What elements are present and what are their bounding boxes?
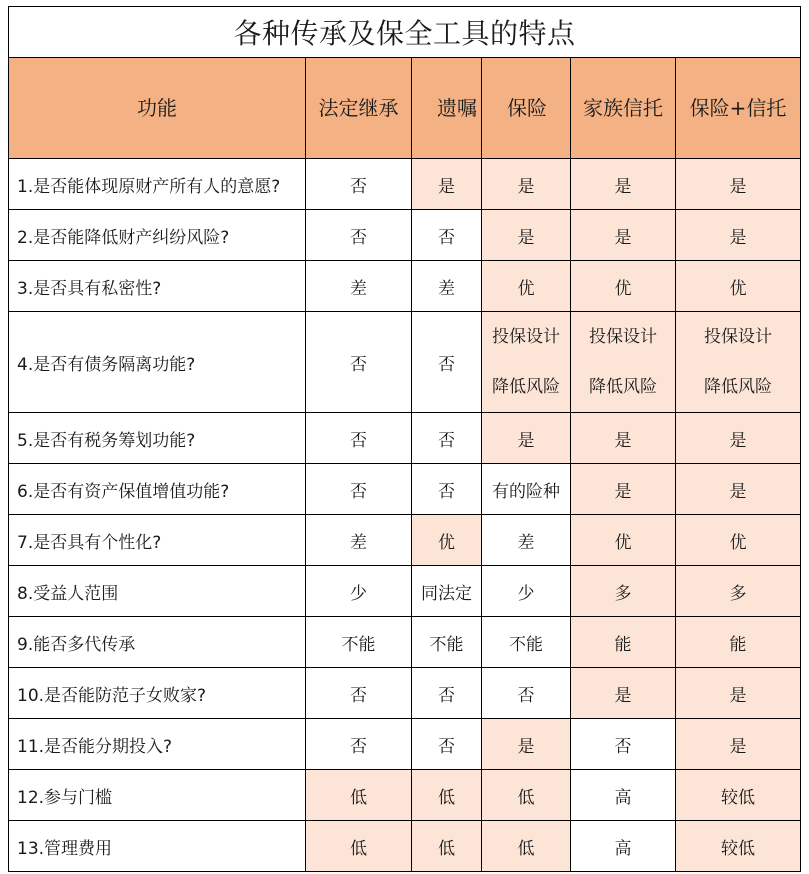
table-cell: 低	[412, 770, 482, 821]
comparison-table	[8, 6, 801, 872]
table-cell: 不能	[482, 617, 571, 668]
table-cell: 是	[412, 159, 482, 210]
cell-line-2: 降低风险	[589, 377, 657, 397]
table-cell: 是	[571, 464, 676, 515]
cell-line-1: 投保设计	[704, 327, 773, 347]
cell-line-2: 降低风险	[704, 377, 773, 397]
table-cell: 优	[571, 515, 676, 566]
table-cell: 是	[482, 719, 571, 770]
row-label: 10.是否能防范子女败家?	[9, 668, 306, 719]
table-cell: 是	[676, 719, 801, 770]
cell-line-1: 投保设计	[589, 327, 657, 347]
table-cell: 差	[412, 261, 482, 312]
header-row	[9, 58, 801, 159]
table-cell: 是	[676, 413, 801, 464]
row-label: 1.是否能体现原财产所有人的意愿?	[9, 159, 306, 210]
table-cell: 差	[482, 515, 571, 566]
table-cell: 是	[676, 159, 801, 210]
table-cell: 是	[676, 668, 801, 719]
table-title: 各种传承及保全工具的特点	[9, 7, 801, 58]
table-cell: 是	[482, 210, 571, 261]
table-cell: 是	[482, 413, 571, 464]
table-cell: 否	[412, 210, 482, 261]
comparison-table-container	[8, 6, 800, 872]
table-cell: 是	[571, 210, 676, 261]
table-cell: 否	[306, 159, 412, 210]
table-cell: 是	[676, 210, 801, 261]
table-cell: 同法定	[412, 566, 482, 617]
row-label: 13.管理费用	[9, 821, 306, 872]
table-cell: 少	[306, 566, 412, 617]
column-header-2	[412, 58, 482, 159]
table-cell: 不能	[412, 617, 482, 668]
column-header-label: 保险	[507, 96, 547, 120]
table-cell: 差	[306, 515, 412, 566]
title-row	[9, 7, 801, 58]
table-cell: 不能	[306, 617, 412, 668]
table-row	[9, 413, 801, 464]
column-header-label: 法定继承	[318, 96, 399, 120]
table-cell: 否	[306, 312, 412, 413]
column-header-label: 遗嘱	[437, 96, 477, 120]
table-cell: 否	[306, 668, 412, 719]
column-header-label: 功能	[137, 96, 177, 120]
row-label: 11.是否能分期投入?	[9, 719, 306, 770]
cell-line-1: 投保设计	[492, 327, 560, 347]
row-label: 7.是否具有个性化?	[9, 515, 306, 566]
row-label: 8.受益人范围	[9, 566, 306, 617]
table-cell	[571, 312, 676, 413]
column-header-3	[482, 58, 571, 159]
table-cell: 否	[412, 668, 482, 719]
table-cell: 低	[412, 821, 482, 872]
table-cell: 是	[571, 159, 676, 210]
column-header-label: 保险+信托	[689, 96, 787, 120]
column-header-5	[676, 58, 801, 159]
table-cell: 否	[571, 719, 676, 770]
table-row	[9, 668, 801, 719]
cell-line-2: 降低风险	[492, 377, 560, 397]
table-cell	[676, 312, 801, 413]
table-row	[9, 261, 801, 312]
table-cell: 优	[571, 261, 676, 312]
table-cell: 否	[306, 210, 412, 261]
table-cell: 否	[412, 719, 482, 770]
row-label: 3.是否具有私密性?	[9, 261, 306, 312]
table-cell: 差	[306, 261, 412, 312]
table-cell: 低	[306, 770, 412, 821]
table-cell: 优	[676, 261, 801, 312]
row-label: 2.是否能降低财产纠纷风险?	[9, 210, 306, 261]
table-cell	[482, 312, 571, 413]
column-header-1	[306, 58, 412, 159]
table-cell: 多	[676, 566, 801, 617]
table-row	[9, 821, 801, 872]
table-cell: 高	[571, 770, 676, 821]
row-label: 9.能否多代传承	[9, 617, 306, 668]
column-header-0	[9, 58, 306, 159]
table-cell: 否	[306, 413, 412, 464]
table-cell: 否	[412, 413, 482, 464]
table-cell: 优	[412, 515, 482, 566]
table-row	[9, 464, 801, 515]
row-label: 5.是否有税务筹划功能?	[9, 413, 306, 464]
table-cell: 是	[676, 464, 801, 515]
table-cell: 是	[482, 159, 571, 210]
table-cell: 否	[306, 719, 412, 770]
table-cell: 是	[571, 668, 676, 719]
table-cell: 低	[482, 821, 571, 872]
table-cell: 能	[676, 617, 801, 668]
table-row	[9, 770, 801, 821]
row-label: 4.是否有债务隔离功能?	[9, 312, 306, 413]
table-cell: 高	[571, 821, 676, 872]
table-row	[9, 617, 801, 668]
table-row	[9, 312, 801, 413]
column-header-label: 家族信托	[583, 96, 663, 120]
table-row	[9, 566, 801, 617]
table-cell: 多	[571, 566, 676, 617]
table-cell: 少	[482, 566, 571, 617]
table-cell: 是	[571, 413, 676, 464]
table-row	[9, 515, 801, 566]
table-row	[9, 719, 801, 770]
column-header-4	[571, 58, 676, 159]
table-cell: 否	[482, 668, 571, 719]
table-cell: 较低	[676, 821, 801, 872]
row-label: 12.参与门槛	[9, 770, 306, 821]
table-cell: 优	[676, 515, 801, 566]
table-row	[9, 210, 801, 261]
table-cell: 低	[306, 821, 412, 872]
table-row	[9, 159, 801, 210]
table-cell: 优	[482, 261, 571, 312]
row-label: 6.是否有资产保值增值功能?	[9, 464, 306, 515]
table-cell: 低	[482, 770, 571, 821]
table-cell: 否	[306, 464, 412, 515]
table-cell: 能	[571, 617, 676, 668]
table-cell: 有的险种	[482, 464, 571, 515]
table-cell: 否	[412, 312, 482, 413]
table-cell: 较低	[676, 770, 801, 821]
table-cell: 否	[412, 464, 482, 515]
